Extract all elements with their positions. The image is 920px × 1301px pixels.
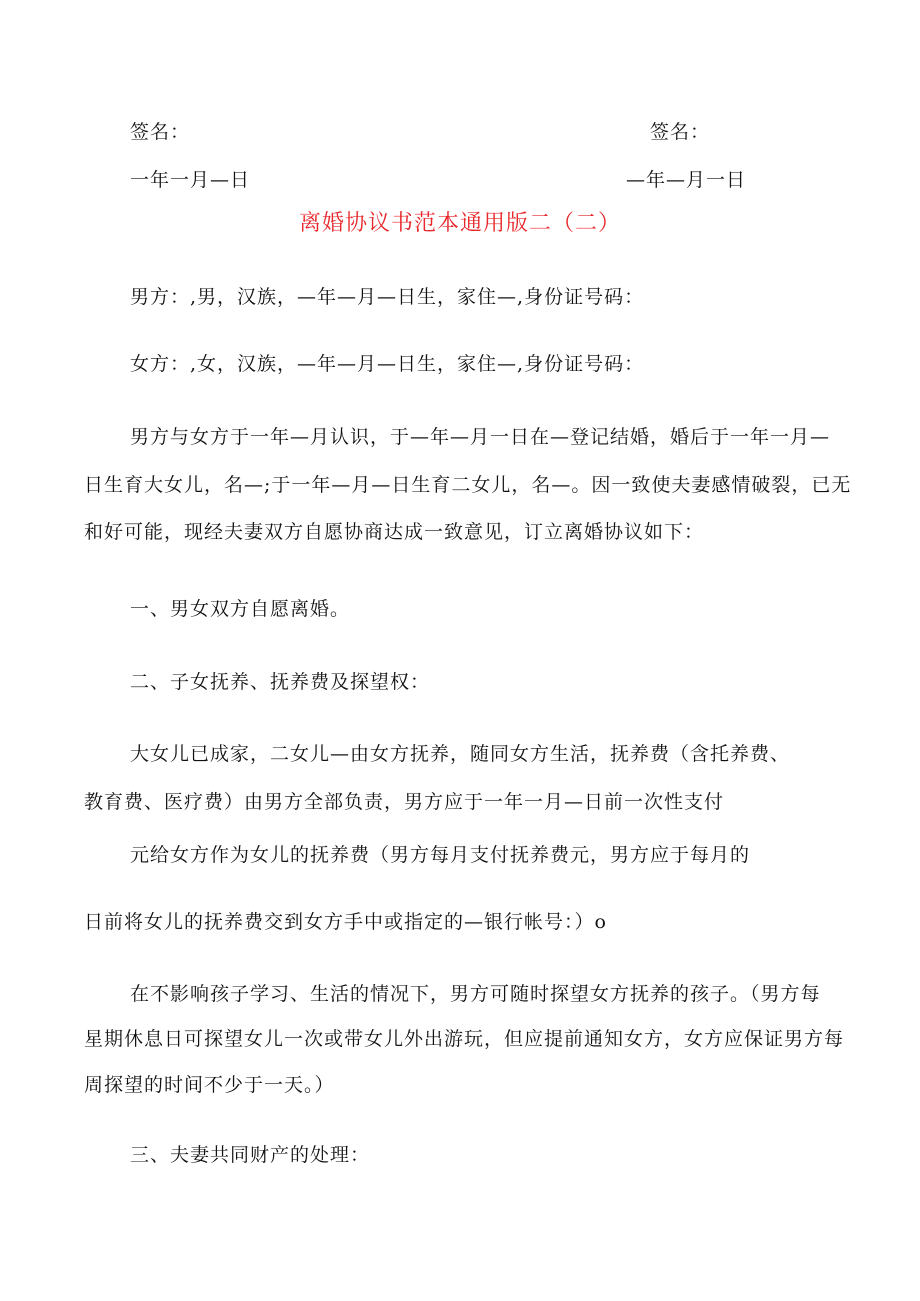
intro-line-1: 男方与女方于一年—月认识，于—年—月一日在—登记结婚，婚后于一年一月— [130, 426, 831, 448]
clause-2-paragraph-2-line-1: 在不影响孩子学习、生活的情况下，男方可随时探望女方抚养的孩子。（男方每 [130, 983, 821, 1005]
clause-2-paragraph-1-line-4: 日前将女儿的抚养费交到女方手中或指定的—银行帐号：）o [84, 911, 607, 933]
clause-3-heading: 三、夫妻共同财产的处理： [130, 1144, 371, 1166]
clause-2-paragraph-2-line-2: 星期休息日可探望女儿一次或带女儿外出游玩，但应提前通知女方，女方应保证男方每 [84, 1028, 845, 1050]
clause-2-paragraph-1-line-2: 教育费、医疗费）由男方全部负责，男方应于一年一月—日前一次性支付 [84, 791, 725, 813]
female-party-info: 女方：,女，汉族，—年—月—日生，家住—,身份证号码： [130, 353, 645, 375]
clause-1: 一、男女双方自愿离婚。 [130, 598, 351, 620]
clause-2-paragraph-1-line-1: 大女儿已成家，二女儿—由女方抚养，随同女方生活，抚养费（含托养费、 [130, 743, 791, 765]
left-signature-label: 签名： [130, 121, 191, 143]
intro-line-2: 日生育大女儿，名—;于一年—月—日生育二女儿，名—。因一致使夫妻感情破裂，已无 [84, 474, 852, 496]
clause-2-paragraph-1-line-3: 元给女方作为女儿的抚养费（男方每月支付抚养费元，男方应于每月的 [130, 844, 751, 866]
left-signature-date: 一年一月—日 [130, 169, 251, 191]
right-signature-date: —年—月一日 [626, 169, 747, 191]
clause-2-paragraph-2-line-3: 周探望的时间不少于一天。） [84, 1074, 335, 1096]
male-party-info: 男方：,男，汉族，—年—月—日生，家住—,身份证号码： [130, 286, 645, 308]
document-title: 离婚协议书范本通用版二（二） [298, 211, 621, 236]
intro-line-3: 和好可能，现经夫妻双方自愿协商达成一致意见，订立离婚协议如下： [84, 521, 705, 543]
right-signature-label: 签名： [650, 121, 711, 143]
clause-2-heading: 二、子女抚养、抚养费及探望权： [130, 671, 431, 693]
